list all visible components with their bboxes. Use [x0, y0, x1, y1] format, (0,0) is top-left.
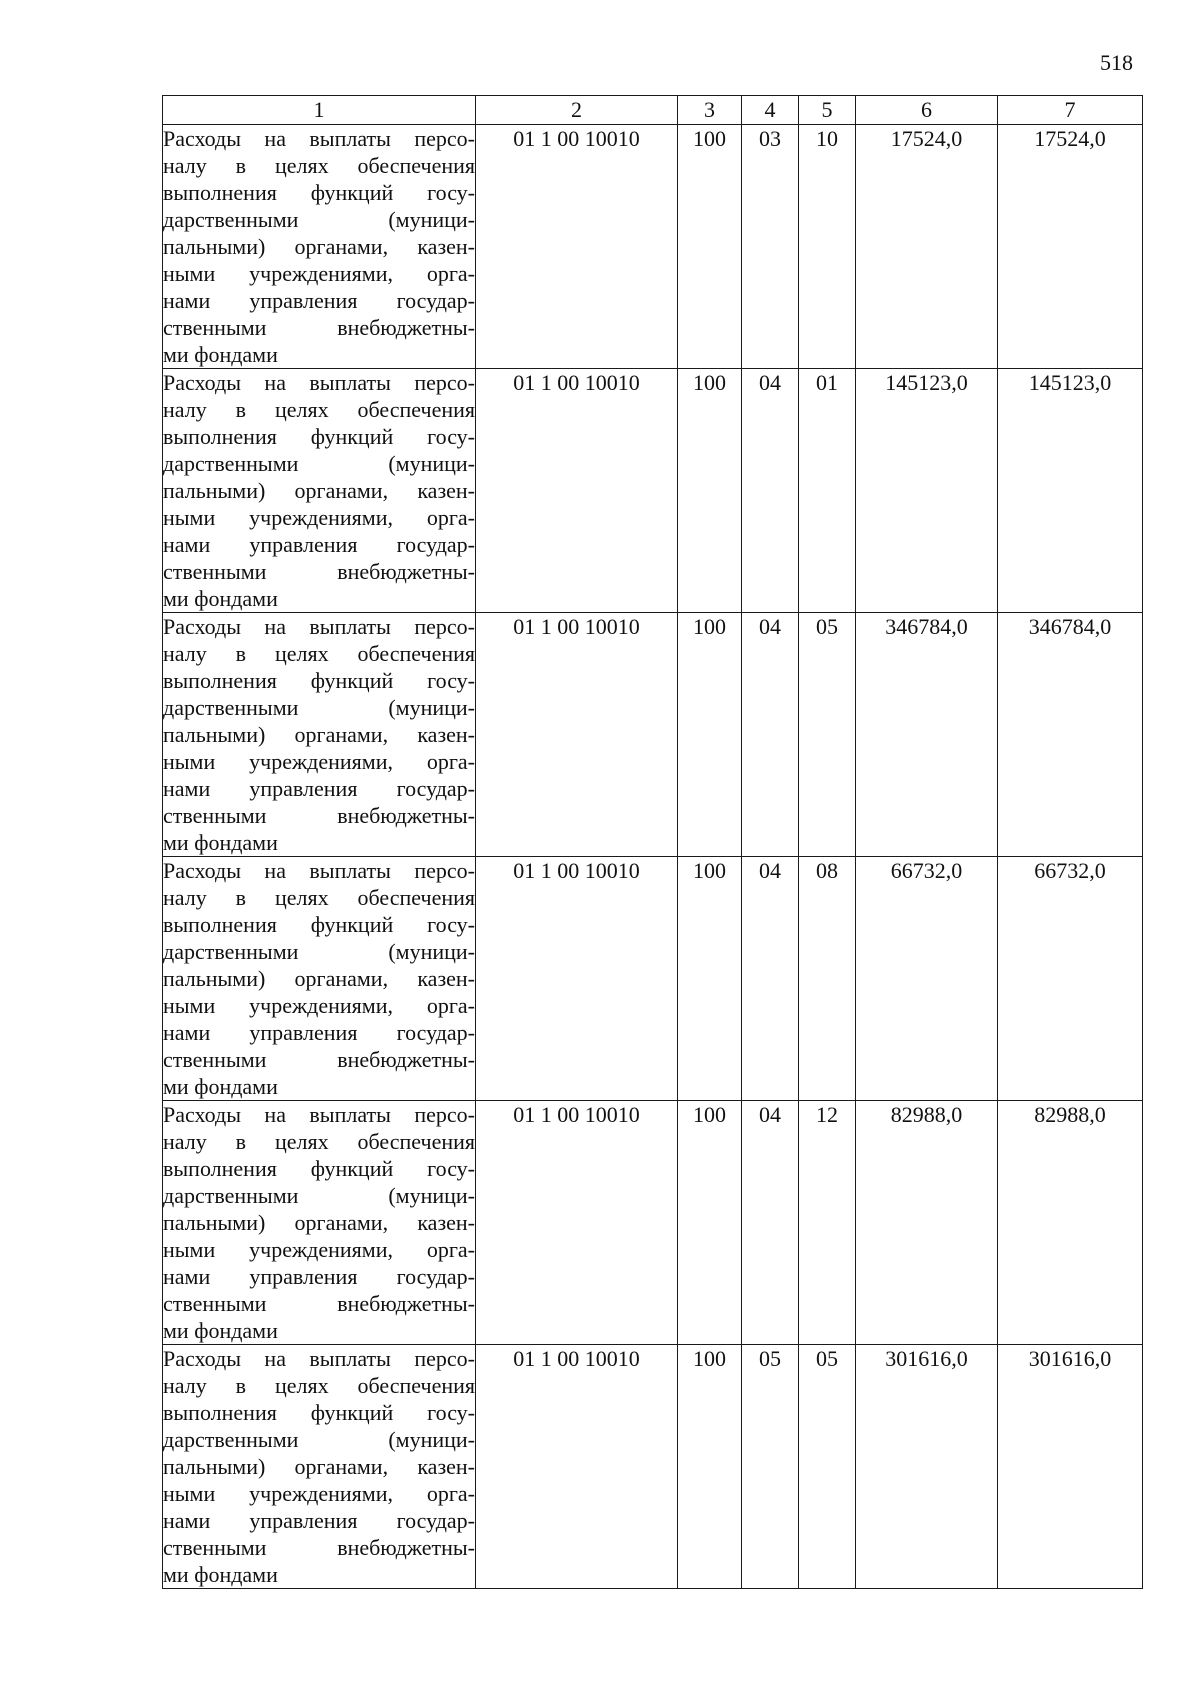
description-line: дарственными (муници-: [163, 939, 475, 964]
amount-cell: 346784,0: [856, 613, 998, 857]
description-line: Расходы на выплаты персо-: [163, 858, 475, 883]
expense-type-cell: 100: [678, 857, 742, 1101]
subsection-cell: 01: [799, 369, 856, 613]
description-line: налу в целях обеспечения: [163, 1373, 475, 1398]
table-row: [163, 857, 1143, 1101]
description-line: выполнения функций госу-: [163, 912, 475, 937]
description-line: нами управления государ-: [163, 1020, 475, 1045]
description-line: ными учреждениями, орга-: [163, 1481, 475, 1506]
table-row: [163, 1345, 1143, 1589]
column-header: 5: [799, 96, 856, 125]
description-line: нами управления государ-: [163, 1508, 475, 1533]
description-line: ными учреждениями, орга-: [163, 1237, 475, 1262]
table-row: [163, 125, 1143, 369]
description-line: выполнения функций госу-: [163, 180, 475, 205]
amount-cell: 82988,0: [856, 1101, 998, 1345]
description-line: ными учреждениями, орга-: [163, 261, 475, 286]
description-line: пальными) органами, казен-: [163, 1454, 475, 1479]
expense-type-cell: 100: [678, 369, 742, 613]
description-line: дарственными (муници-: [163, 207, 475, 232]
description-line: дарственными (муници-: [163, 695, 475, 720]
description-line: Расходы на выплаты персо-: [163, 614, 475, 639]
page-number: 518: [1100, 50, 1133, 75]
subsection-cell: 05: [799, 613, 856, 857]
description-line: выполнения функций госу-: [163, 1156, 475, 1181]
expense-type-cell: 100: [678, 125, 742, 369]
description-line: ственными внебюджетны-: [163, 803, 475, 828]
description-line: налу в целях обеспечения: [163, 153, 475, 178]
description-line: пальными) органами, казен-: [163, 966, 475, 991]
target-code-cell: 01 1 00 10010: [476, 613, 678, 857]
description-line: Расходы на выплаты персо-: [163, 370, 475, 395]
description-line: ственными внебюджетны-: [163, 1291, 475, 1316]
target-code-cell: 01 1 00 10010: [476, 857, 678, 1101]
subsection-cell: 08: [799, 857, 856, 1101]
description-line: ственными внебюджетны-: [163, 1535, 475, 1560]
section-cell: 04: [742, 613, 799, 857]
description-line: Расходы на выплаты персо-: [163, 1346, 475, 1371]
section-cell: 04: [742, 1101, 799, 1345]
table-row: [163, 1101, 1143, 1345]
row-description: [163, 125, 476, 369]
description-line: пальными) органами, казен-: [163, 722, 475, 747]
description-line: ственными внебюджетны-: [163, 559, 475, 584]
table-row: [163, 369, 1143, 613]
target-code-cell: 01 1 00 10010: [476, 125, 678, 369]
description-line: выполнения функций госу-: [163, 424, 475, 449]
row-description: [163, 857, 476, 1101]
description-line: дарственными (муници-: [163, 451, 475, 476]
amount-cell: 82988,0: [998, 1101, 1143, 1345]
amount-cell: 301616,0: [856, 1345, 998, 1589]
column-header: 1: [163, 96, 476, 125]
subsection-cell: 05: [799, 1345, 856, 1589]
table-row: [163, 613, 1143, 857]
expense-type-cell: 100: [678, 613, 742, 857]
description-line: нами управления государ-: [163, 776, 475, 801]
row-description: [163, 369, 476, 613]
row-description: [163, 613, 476, 857]
description-line: ми фондами: [163, 1562, 278, 1587]
description-line: налу в целях обеспечения: [163, 397, 475, 422]
section-cell: 05: [742, 1345, 799, 1589]
description-line: пальными) органами, казен-: [163, 1210, 475, 1235]
target-code-cell: 01 1 00 10010: [476, 369, 678, 613]
row-description: [163, 1101, 476, 1345]
column-header: 2: [476, 96, 678, 125]
column-header: 4: [742, 96, 799, 125]
budget-table: [162, 95, 1143, 1589]
amount-cell: 145123,0: [998, 369, 1143, 613]
section-cell: 04: [742, 857, 799, 1101]
subsection-cell: 10: [799, 125, 856, 369]
description-line: дарственными (муници-: [163, 1183, 475, 1208]
row-description: [163, 1345, 476, 1589]
description-line: ми фондами: [163, 1318, 278, 1343]
amount-cell: 17524,0: [856, 125, 998, 369]
description-line: ственными внебюджетны-: [163, 1047, 475, 1072]
description-line: Расходы на выплаты персо-: [163, 1102, 475, 1127]
description-line: ными учреждениями, орга-: [163, 993, 475, 1018]
description-line: ственными внебюджетны-: [163, 315, 475, 340]
amount-cell: 66732,0: [856, 857, 998, 1101]
description-line: пальными) органами, казен-: [163, 234, 475, 259]
subsection-cell: 12: [799, 1101, 856, 1345]
description-line: налу в целях обеспечения: [163, 1129, 475, 1154]
description-line: налу в целях обеспечения: [163, 641, 475, 666]
description-line: ми фондами: [163, 1074, 278, 1099]
expense-type-cell: 100: [678, 1345, 742, 1589]
target-code-cell: 01 1 00 10010: [476, 1101, 678, 1345]
description-line: дарственными (муници-: [163, 1427, 475, 1452]
description-line: выполнения функций госу-: [163, 1400, 475, 1425]
description-line: налу в целях обеспечения: [163, 885, 475, 910]
column-header: 6: [856, 96, 998, 125]
description-line: выполнения функций госу-: [163, 668, 475, 693]
description-line: ми фондами: [163, 586, 278, 611]
description-line: нами управления государ-: [163, 532, 475, 557]
section-cell: 04: [742, 369, 799, 613]
target-code-cell: 01 1 00 10010: [476, 1345, 678, 1589]
amount-cell: 66732,0: [998, 857, 1143, 1101]
description-line: ными учреждениями, орга-: [163, 749, 475, 774]
description-line: ми фондами: [163, 830, 278, 855]
description-line: пальными) органами, казен-: [163, 478, 475, 503]
header-row: [163, 96, 1143, 125]
amount-cell: 301616,0: [998, 1345, 1143, 1589]
amount-cell: 145123,0: [856, 369, 998, 613]
description-line: Расходы на выплаты персо-: [163, 126, 475, 151]
description-line: нами управления государ-: [163, 1264, 475, 1289]
column-header: 3: [678, 96, 742, 125]
section-cell: 03: [742, 125, 799, 369]
amount-cell: 17524,0: [998, 125, 1143, 369]
description-line: ными учреждениями, орга-: [163, 505, 475, 530]
column-header: 7: [998, 96, 1143, 125]
description-line: ми фондами: [163, 342, 278, 367]
expense-type-cell: 100: [678, 1101, 742, 1345]
amount-cell: 346784,0: [998, 613, 1143, 857]
description-line: нами управления государ-: [163, 288, 475, 313]
